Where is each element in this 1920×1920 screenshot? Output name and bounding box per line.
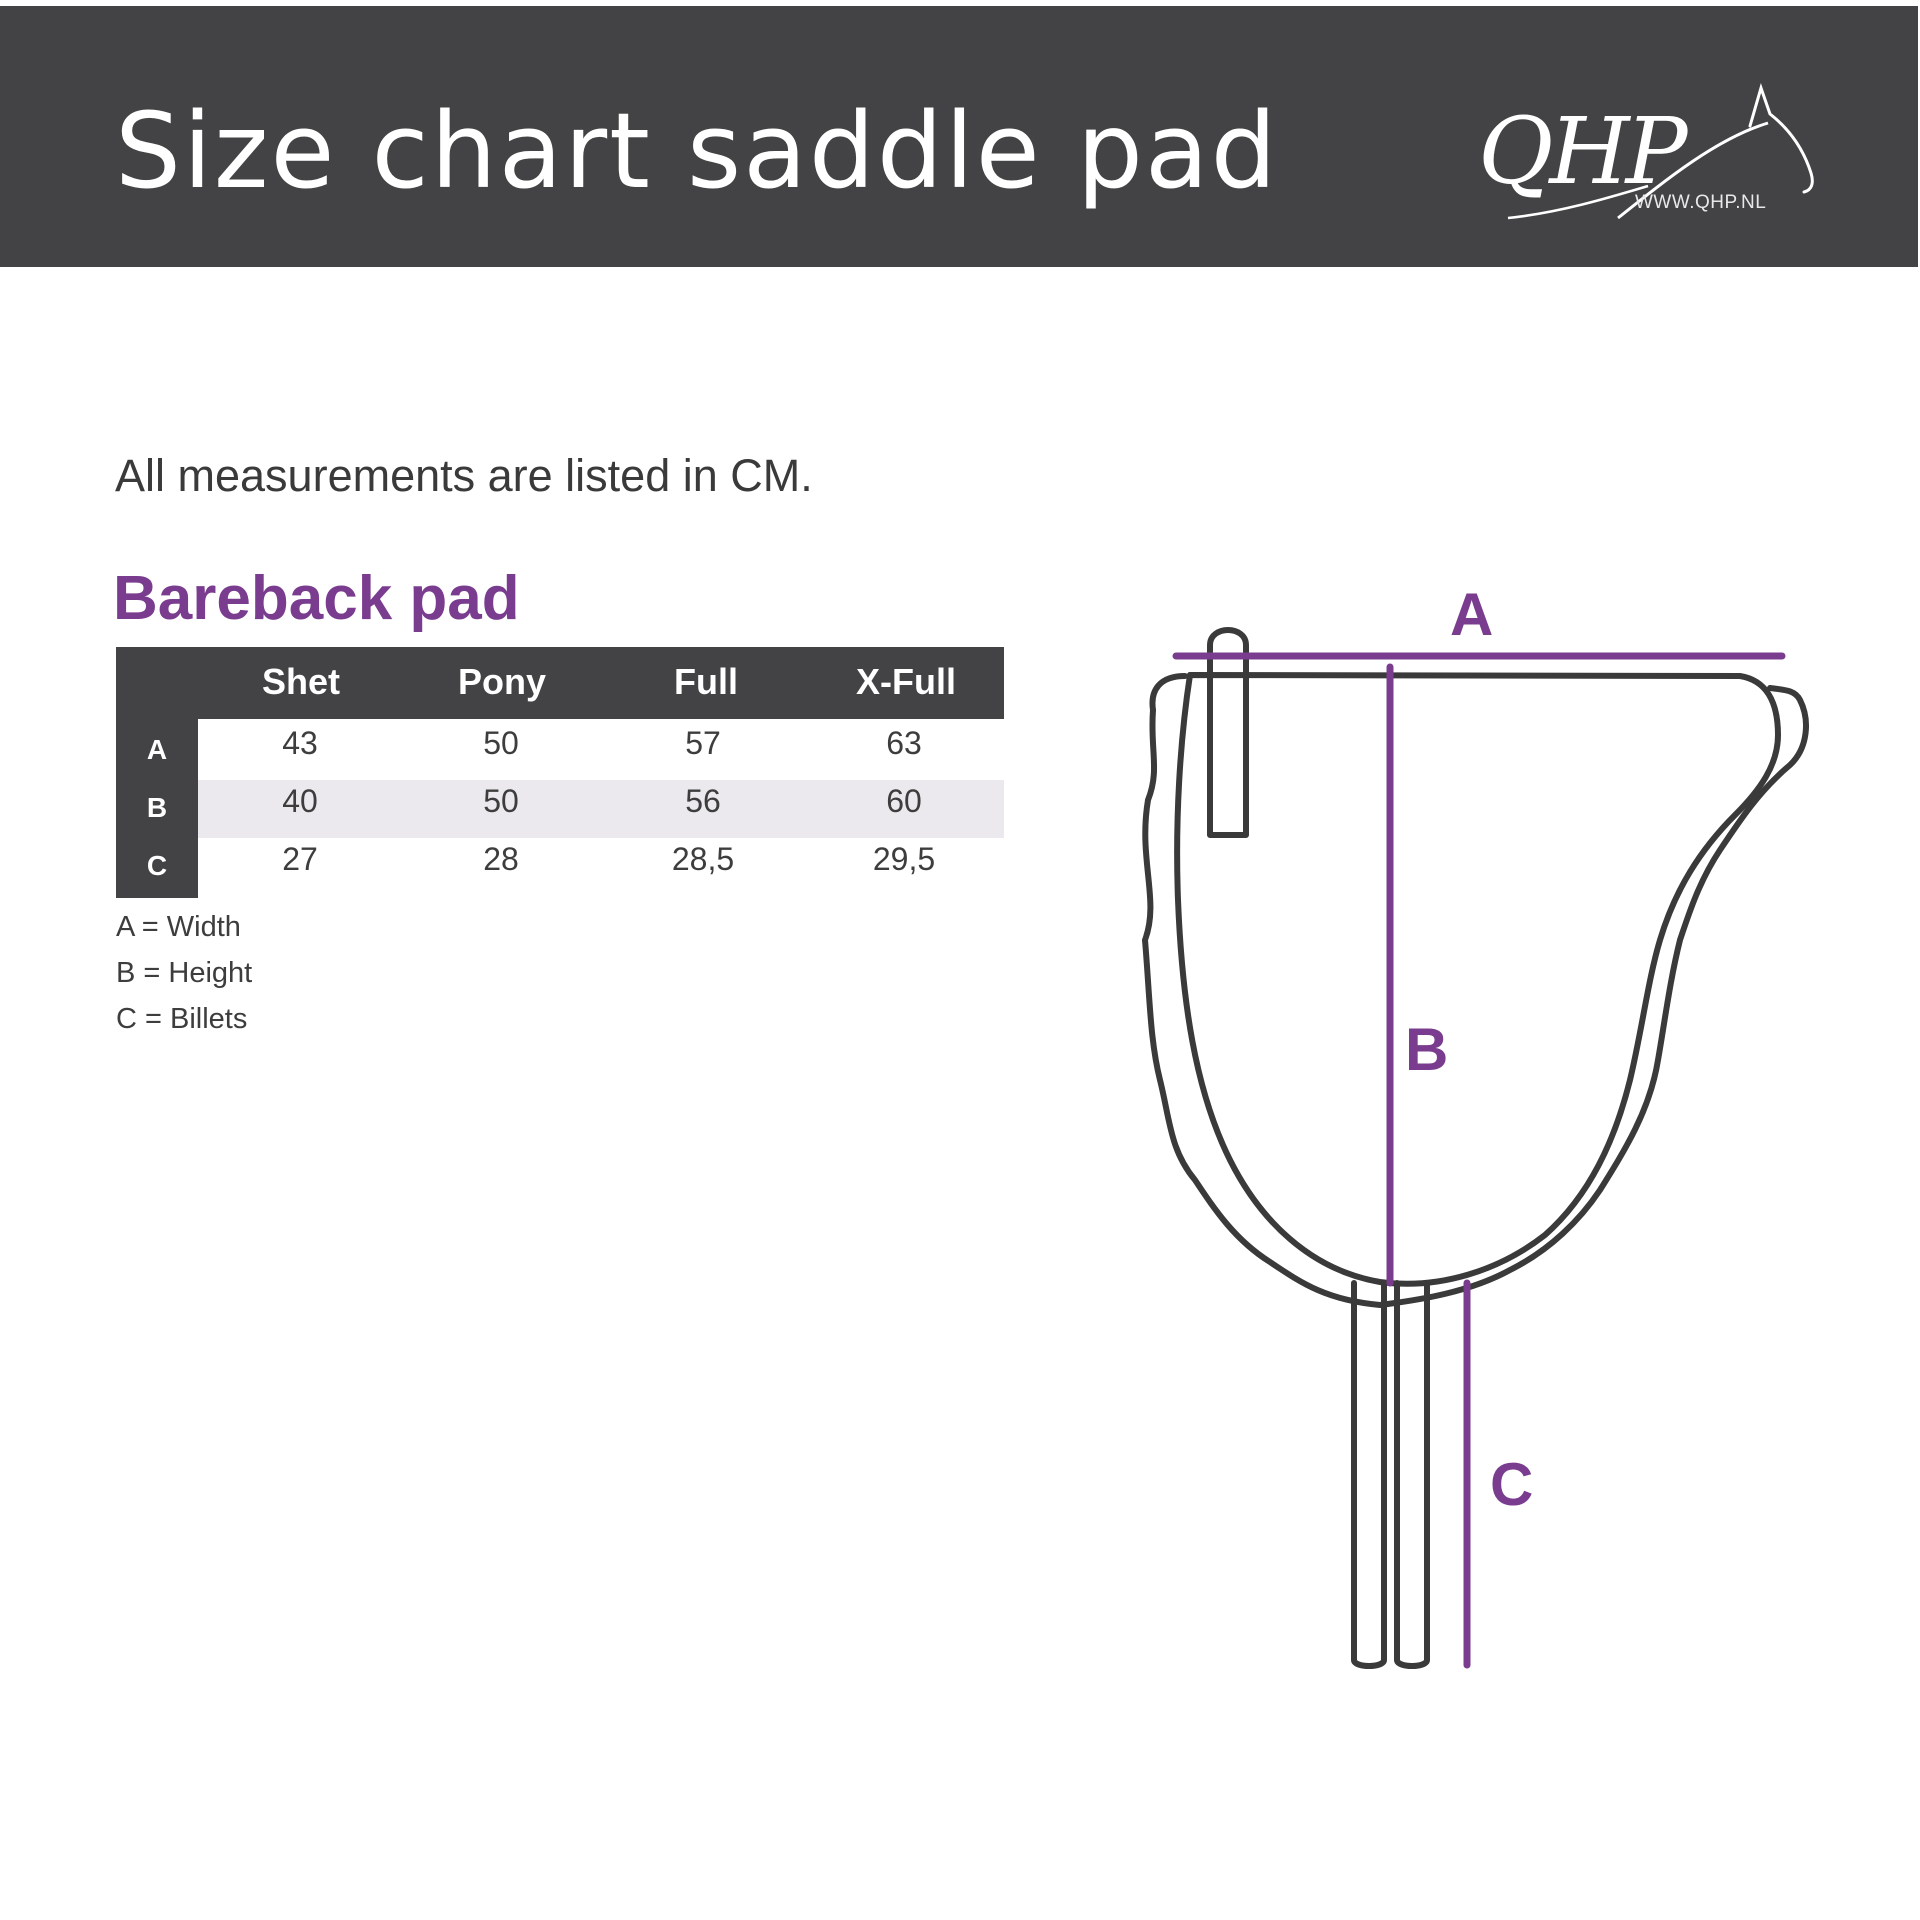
legend-item-height: B = Height	[116, 957, 253, 989]
dimension-label-b: B	[1405, 1016, 1449, 1083]
saddle-pad-outline	[1120, 560, 1840, 1680]
table-cell: 50	[483, 783, 519, 819]
row-label-b: B	[146, 792, 168, 823]
column-header-x-full: X-Full	[856, 661, 956, 702]
dimension-label-a: A	[1450, 581, 1494, 648]
measurement-note: All measurements are listed in CM.	[115, 450, 813, 501]
saddle-pad-diagram	[1120, 560, 1840, 1680]
table-cell: 63	[886, 725, 922, 761]
table-cell: 27	[282, 841, 318, 877]
row-label-a: A	[146, 734, 168, 765]
logo-wordmark: QHP	[1478, 98, 1684, 205]
table-cell: 40	[282, 783, 318, 819]
column-header-shet: Shet	[261, 661, 340, 702]
column-header-pony: Pony	[457, 661, 546, 702]
size-table-header	[116, 647, 1004, 719]
table-cell: 50	[483, 725, 519, 761]
row-label-c: C	[146, 850, 168, 881]
legend-item-width: A = Width	[116, 911, 241, 943]
row-header-column	[116, 719, 198, 898]
header-banner	[0, 6, 1918, 267]
column-header-full: Full	[674, 661, 738, 702]
legend-item-billets: C = Billets	[116, 1003, 248, 1035]
table-cell: 60	[886, 783, 922, 819]
table-cell: 28,5	[671, 841, 735, 877]
table-cell: 43	[282, 725, 318, 761]
table-cell: 29,5	[872, 841, 936, 877]
table-cell: 56	[685, 783, 721, 819]
table-cell: 28	[483, 841, 519, 877]
section-title: Bareback pad	[113, 564, 520, 633]
page-title: Size chart saddle pad	[115, 90, 1279, 212]
table-cell: 57	[685, 725, 721, 761]
logo-url: WWW.QHP.NL	[1635, 192, 1767, 213]
brand-logo	[1468, 68, 1828, 228]
dimension-label-c: C	[1490, 1451, 1534, 1518]
